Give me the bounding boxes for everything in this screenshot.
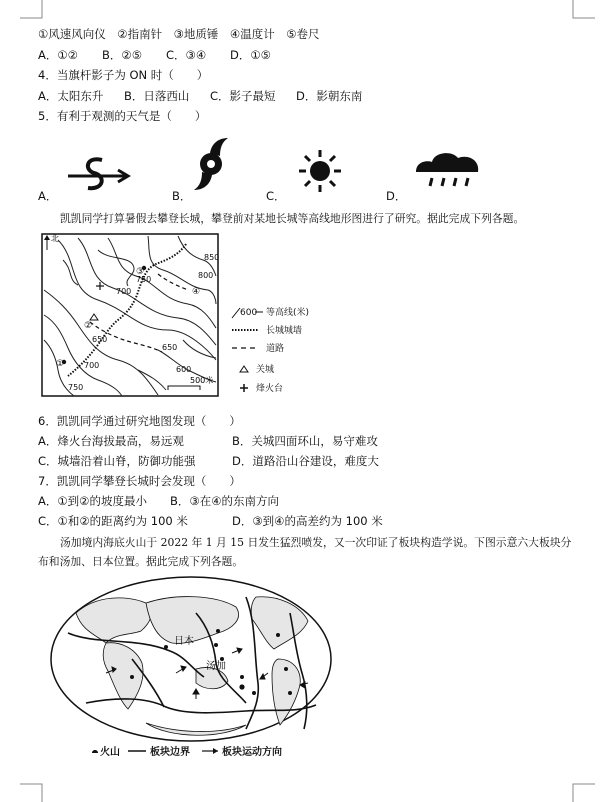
q5-label-d: D． xyxy=(386,189,407,203)
passage-tonga-l2: 布和汤加、日本位置。据此完成下列各题。 xyxy=(38,555,244,568)
marker-1: ① xyxy=(56,359,65,369)
contour-label-650-east: 650 xyxy=(162,343,178,352)
contour-label-850: 850 xyxy=(204,253,220,262)
north-label: 北 xyxy=(51,234,59,243)
rain-cloud-symbol-icon xyxy=(412,148,484,194)
marker-4: ④ xyxy=(192,287,201,297)
wind-symbol-icon xyxy=(66,152,132,196)
legend-contour: 等高线(米) xyxy=(266,308,310,318)
q7-stem: 7．凯凯同学攀登长城时会发现（ ） xyxy=(38,474,241,488)
world-plate-map xyxy=(46,573,336,745)
contour-label-750-south: 750 xyxy=(68,383,84,392)
world-map-legend xyxy=(88,742,328,760)
contour-label-800: 800 xyxy=(198,271,214,280)
q3-items: ①风速风向仪 ②指南针 ③地质锤 ④温度计 ⑤卷尺 xyxy=(38,27,320,41)
typhoon-symbol-icon xyxy=(186,136,236,192)
marker-3: ③ xyxy=(136,267,145,277)
q7-option-c: C．①和②的距离约为 100 米 xyxy=(38,514,188,528)
contour-map xyxy=(38,230,223,400)
q4-option-c: C．影子最短 xyxy=(210,89,276,103)
q4-option-a: A．太阳东升 xyxy=(38,89,104,103)
q5-label-c: C． xyxy=(266,189,286,203)
contour-label-600: 600 xyxy=(176,365,192,374)
q5-label-b: B． xyxy=(172,189,192,203)
legend-pass: 关城 xyxy=(256,365,275,375)
q3-option-c: C．③④ xyxy=(166,48,207,62)
legend-beacon: 烽火台 xyxy=(256,384,284,394)
q6-stem: 6．凯凯同学通过研究地图发现（ ） xyxy=(38,414,241,428)
legend-volcano: 火山 xyxy=(100,747,120,758)
q3-option-d: D．①⑤ xyxy=(230,48,271,62)
legend-contour-prefix: 600 xyxy=(240,308,258,318)
marker-2: ② xyxy=(84,321,93,331)
q6-option-c: C．城墙沿着山脊，防御功能强 xyxy=(38,454,196,468)
passage-tonga-l1: 汤加境内海底火山于 2022 年 1 月 15 日发生猛烈喷发，又一次印证了板块构造学说。下图示意六大板块分 xyxy=(60,536,572,549)
corner-mark-bottom-left xyxy=(20,782,50,802)
q5-stem: 5．有利于观测的天气是（ ） xyxy=(38,109,207,123)
q6-option-a: A．烽火台海拔最高，易远观 xyxy=(38,434,184,448)
q6-option-d: D．道路沿山谷建设，难度大 xyxy=(232,454,379,468)
corner-mark-top-left xyxy=(20,0,50,20)
q7-option-a: A．①到②的坡度最小 xyxy=(38,494,147,508)
legend-motion: 板块运动方向 xyxy=(222,747,282,758)
sun-symbol-icon xyxy=(292,148,348,194)
q7-option-b: B．③在④的东南方向 xyxy=(170,494,280,508)
japan-label: 日本 xyxy=(174,636,194,647)
passage-great-wall: 凯凯同学打算暑假去攀登长城，攀登前对某地长城等高线地形图进行了研究。据此完成下列各题。 xyxy=(60,212,525,225)
scale-label: 500米 xyxy=(190,376,214,385)
q3-option-a: A．①② xyxy=(38,48,78,62)
q7-option-d: D．③到④的高差约为 100 米 xyxy=(232,514,383,528)
q4-stem: 4．当旗杆影子为 ON 时（ ） xyxy=(38,68,209,82)
q6-option-b: B．关城四面环山，易守难攻 xyxy=(232,434,378,448)
q4-option-b: B．日落西山 xyxy=(124,89,190,103)
contour-label-750-north: 750 xyxy=(136,275,152,284)
q3-option-b: B．②⑤ xyxy=(102,48,143,62)
q4-option-d: D．影朝东南 xyxy=(296,89,363,103)
q5-label-a: A． xyxy=(38,189,58,203)
corner-mark-top-right xyxy=(565,0,595,20)
corner-mark-bottom-right xyxy=(565,782,595,802)
contour-label-650-west: 650 xyxy=(92,335,108,344)
legend-boundary: 板块边界 xyxy=(150,747,190,758)
volcano-icon xyxy=(92,750,98,753)
contour-label-700-north: 700 xyxy=(116,287,132,296)
map-legend xyxy=(230,304,350,400)
legend-wall: 长城城墙 xyxy=(266,326,303,336)
tonga-label: 汤加 xyxy=(206,661,226,672)
legend-road: 道路 xyxy=(266,344,285,354)
contour-label-700-south: 700 xyxy=(84,361,100,370)
